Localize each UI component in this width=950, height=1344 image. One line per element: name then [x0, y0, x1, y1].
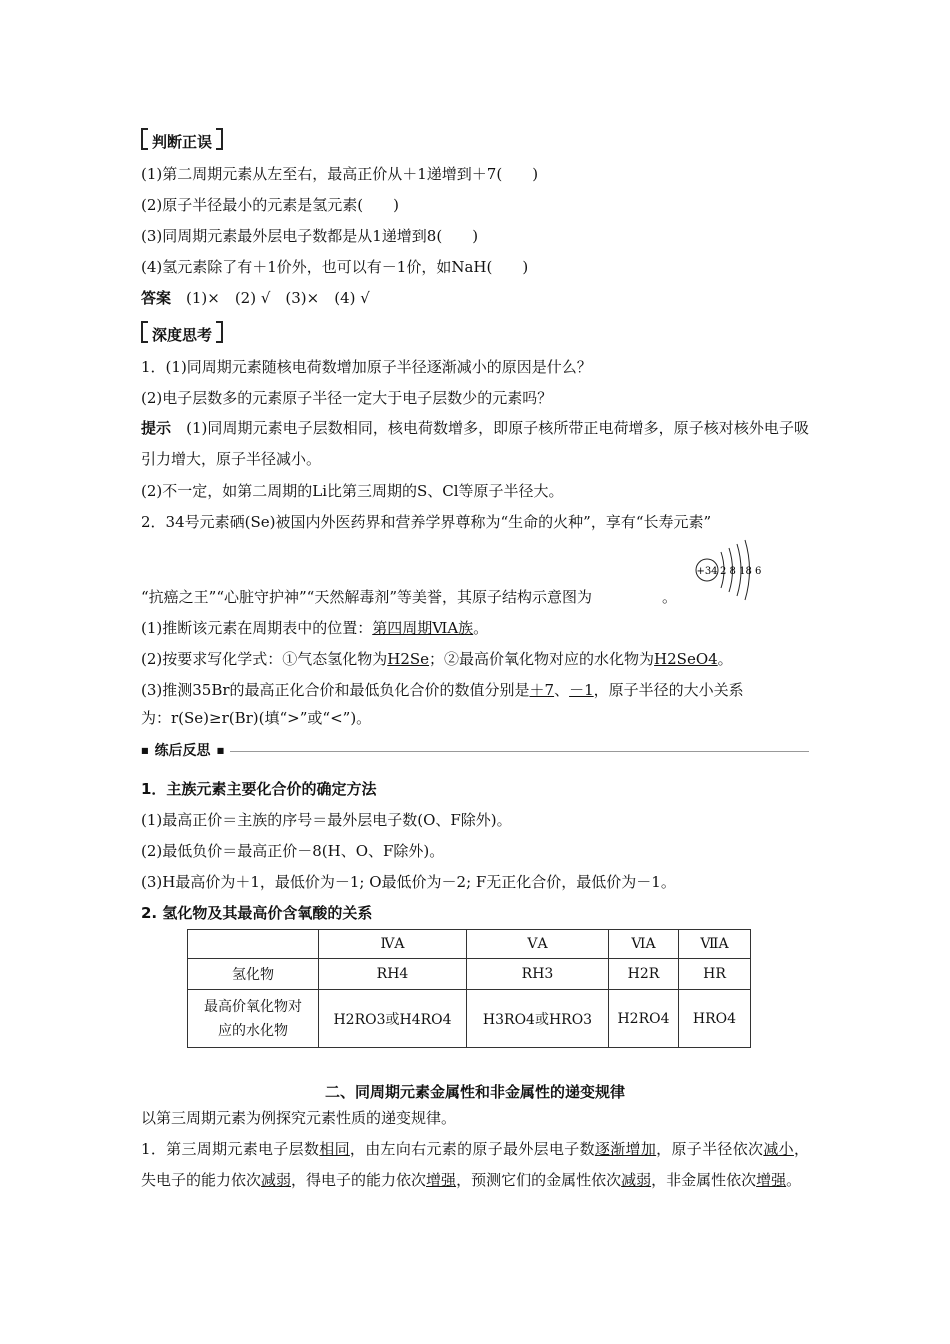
answer-blank: 增强 [426, 1171, 457, 1189]
section-tag-judge: 判断正误 [141, 128, 223, 153]
table-row [188, 959, 751, 990]
nucleus-label: +34 [696, 566, 718, 577]
hint-2: (2)不一定，如第二周期的Li比第三周期的S、Cl等原子半径大。 [141, 482, 564, 500]
table-row [188, 990, 751, 1048]
section-divider [141, 751, 809, 752]
hint-paragraph [141, 413, 809, 475]
sub-question-2: (2)按要求写化学式：①气态氢化物为H2Se；②最高价氧化物对应的水化物为H2SeO4。 [141, 650, 733, 668]
selenium-atom-structure-diagram [694, 538, 762, 608]
answer-line [141, 287, 370, 309]
sub-question-3-line2: 为：r(Se)≥r(Br)(填“>”或“<”)。 [141, 709, 372, 727]
judge-item: (3)同周期元素最外层电子数都是从1递增到8( ) [141, 227, 479, 245]
section-heading: 二、同周期元素金属性和非金属性的递变规律 [324, 1083, 625, 1101]
answer-blank: ＋7 [529, 681, 555, 699]
section-tag-think: 深度思考 [141, 321, 223, 346]
review-rule-3: (3)H最高价为＋1，最低价为－1; O最低价为－2; F无正化合价，最低价为－1。 [141, 873, 676, 891]
answer-blank: H2SeO4 [654, 650, 718, 668]
table-cell: 最高价氧化物对应的水化物 [188, 990, 319, 1048]
table-header-cell: ⅥA [609, 930, 679, 959]
question-1b: (2)电子层数多的元素原子半径一定大于电子层数少的元素吗？ [141, 389, 553, 407]
shell-electrons-label: 2 8 18 6 [720, 566, 762, 577]
answer-blank: 相同 [319, 1140, 350, 1158]
judge-item: (2)原子半径最小的元素是氢元素( ) [141, 196, 399, 214]
answer-blank: 减弱 [261, 1171, 292, 1189]
answer-blank: 逐渐增加 [594, 1140, 657, 1158]
review-title: ■ 练后反思 ■ [141, 740, 230, 760]
review-rule-2: (2)最低负价＝最高正价－8(H、O、F除外)。 [141, 842, 445, 860]
review-heading-1: 1．主族元素主要化合价的确定方法 [141, 780, 377, 798]
table-cell: H2RO3或H4RO4 [319, 990, 467, 1048]
answer-blank: 减弱 [621, 1171, 652, 1189]
answer-blank: H2Se [387, 650, 430, 668]
section-intro: 以第三周期元素为例探究元素性质的递变规律。 [141, 1109, 457, 1127]
table-cell: H3RO4或HRO3 [467, 990, 609, 1048]
sub-question-3: (3)推测35Br的最高正化合价和最低负化合价的数值分别是＋7、－1，原子半径的大小关系 [141, 681, 744, 699]
answer-label: 答案 [141, 289, 172, 307]
table-cell: HR [679, 959, 751, 990]
sub-question-1: (1)推断该元素在周期表中的位置：第四周期ⅥA族。 [141, 619, 489, 637]
section-paragraph: 1．第三周期元素电子层数相同，由左向右元素的原子最外层电子数逐渐增加，原子半径依次减小，失电子的能力依次减弱，得电子的能力依次增强，预测它们的金属性依次减弱，非金属性依次增强。 [141, 1140, 809, 1189]
answer-text: (1)× (2) √ (3)× (4) √ [171, 289, 370, 307]
review-rule-1: (1)最高正价＝主族的序号＝最外层电子数(O、F除外)。 [141, 811, 512, 829]
table-cell: RH4 [319, 959, 467, 990]
question-2-line1: 2．34号元素硒(Se)被国内外医药界和营养学界尊称为“生命的火种”，享有“长寿元素” [141, 513, 712, 531]
answer-blank: 减小 [763, 1140, 794, 1158]
table-cell: HRO4 [679, 990, 751, 1048]
review-heading-2: 2. 氢化物及其最高价含氧酸的关系 [141, 904, 373, 922]
answer-blank: 增强 [756, 1171, 787, 1189]
table-header-cell: ⅣA [319, 930, 467, 959]
table-header-cell [188, 930, 319, 959]
review-section-header [141, 740, 809, 762]
table-cell: H2RO4 [609, 990, 679, 1048]
table-cell: RH3 [467, 959, 609, 990]
table-header-cell: ⅦA [679, 930, 751, 959]
question-2-line2: “抗癌之王”“心脏守护神”“天然解毒剂”等美誉，其原子结构示意图为 。 [141, 588, 678, 606]
answer-blank: －1 [569, 681, 594, 699]
judge-item: (4)氢元素除了有＋1价外，也可以有－1价，如NaH( ) [141, 258, 529, 276]
hint-label: 提示 [141, 419, 172, 437]
table-header-row [188, 930, 751, 959]
table-cell: H2R [609, 959, 679, 990]
judge-item: (1)第二周期元素从左至右，最高正价从＋1递增到＋7( ) [141, 165, 539, 183]
answer-blank: 第四周期ⅥA族 [372, 619, 474, 637]
hint-text: (1)同周期元素电子层数相同，核电荷数增多，即原子核所带正电荷增多，原子核对核外电子吸引力增大，原子半径减小。 [141, 419, 809, 468]
question-1a: 1．(1)同周期元素随核电荷数增加原子半径逐渐减小的原因是什么？ [141, 358, 592, 376]
hydride-oxyacid-table [187, 929, 751, 1048]
table-header-cell: ⅤA [467, 930, 609, 959]
table-cell: 氢化物 [188, 959, 319, 990]
